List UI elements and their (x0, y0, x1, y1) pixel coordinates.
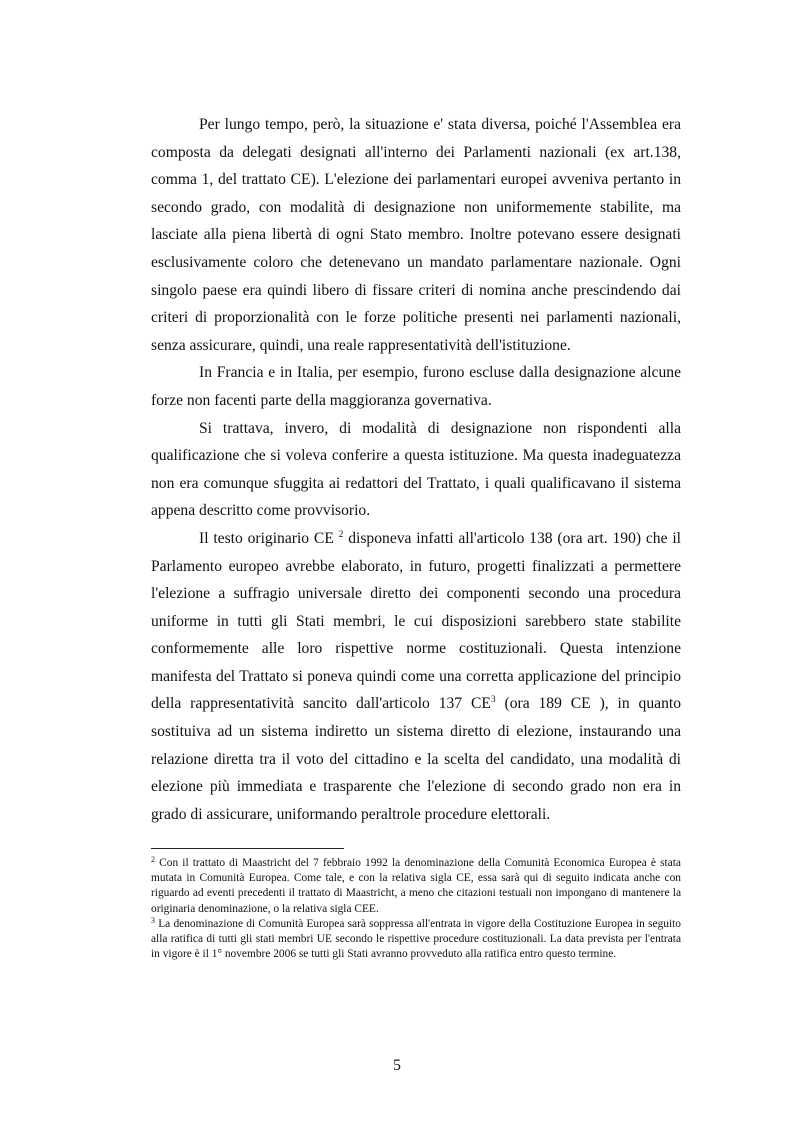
paragraph-1: Per lungo tempo, però, la situazione e' stata diversa, poiché l'Assemblea era composta da delegati designati all'interno dei Parlamenti nazionali (ex art.138, comma 1, del trattato CE). L'elezione dei parlamentari europei avveniva pertanto in secondo grado, con modalità di designazione non uniformemente stabilite, ma lasciate alla piena libertà di ogni Stato membro. Inoltre potevano essere designati esclusivamente coloro che detenevano un mandato parlamentare nazionale. Ogni singolo paese era quindi libero di fissare criteri di nomina anche prescindendo dai criteri di proporzionalità con le forze politiche presenti nei parlamenti nazionali, senza assicurare, quindi, una reale rappresentatività dell'istituzione. (151, 116, 681, 354)
footnote-3-text: La denominazione di Comunità Europea sarà soppressa all'entrata in vigore della Costituzione Europea in seguito alla ratifica di tutti gli stati membri UE secondo le rispettive procedure costituzionali. La data prevista per l'entrata in vigore è il 1° novembre 2006 se tutti gli Stati avranno provveduto alla ratifica entro questo termine. (151, 917, 681, 961)
footnote-2 (151, 856, 681, 917)
footnote-separator (151, 848, 344, 849)
footnote-mark-3: 3 (151, 915, 155, 925)
paragraph-4-part-1: Il testo originario CE (199, 529, 339, 547)
paragraph-4-part-2: disponeva infatti all'articolo 138 (ora art. 190) che il Parlamento europeo avrebbe elaborato, in futuro, progetti finalizzati a permettere l'elezione a suffragio universale diretto dei componenti secondo una procedura uniforme in tutti gli Stati membri, le cui disposizioni sarebbero state stabilite conformemente alle loro rispettive norme costituzionali. Questa intenzione manifesta del Trattato si poneva quindi come una corretta applicazione del principio della rappresentatività sancito dall'articolo 137 CE (151, 529, 681, 713)
page-number: 5 (393, 1057, 401, 1074)
footnote-3 (151, 917, 681, 963)
paragraph-2: In Francia e in Italia, per esempio, furono escluse dalla designazione alcune forze non facenti parte della maggioranza governativa. (151, 364, 681, 409)
footnote-ref-3[interactable]: 3 (490, 695, 496, 706)
paragraph-4 (151, 525, 681, 829)
footnote-2-text: Con il trattato di Maastricht del 7 febbraio 1992 la denominazione della Comunità Economica Europea è stata mutata in Comunità Europea. Come tale, e con la relativa sigla CE, essa sarà qui di seguito indicata anche con riguardo ad eventi precedenti il trattato di Maastricht, a meno che citazioni testuali non impongano di mantenere la originaria denominazione, o la relativa sigla CEE. (151, 857, 681, 915)
footnote-mark-2: 2 (151, 855, 155, 864)
footnotes (151, 856, 681, 962)
footnote-ref-2[interactable]: 2 (338, 529, 344, 540)
paragraph-3: Si trattava, invero, di modalità di designazione non rispondenti alla qualificazione che si voleva conferire a questa istituzione. Ma questa inadeguatezza non era comunque sfuggita ai redattori del Trattato, i quali qualificavano il sistema appena descritto come provvisorio. (151, 419, 681, 520)
body-text (151, 111, 681, 828)
paragraph-4-part-3: (ora 189 CE ), in quanto sostituiva ad un sistema indiretto un sistema diretto di elezione, instaurando una relazione diretta tra il voto del cittadino e la scelta del candidato, una modalità di elezione più immediata e trasparente che l'elezione di secondo grado non era in grado di assicurare, uniformando peraltrole procedure elettorali. (151, 695, 681, 823)
